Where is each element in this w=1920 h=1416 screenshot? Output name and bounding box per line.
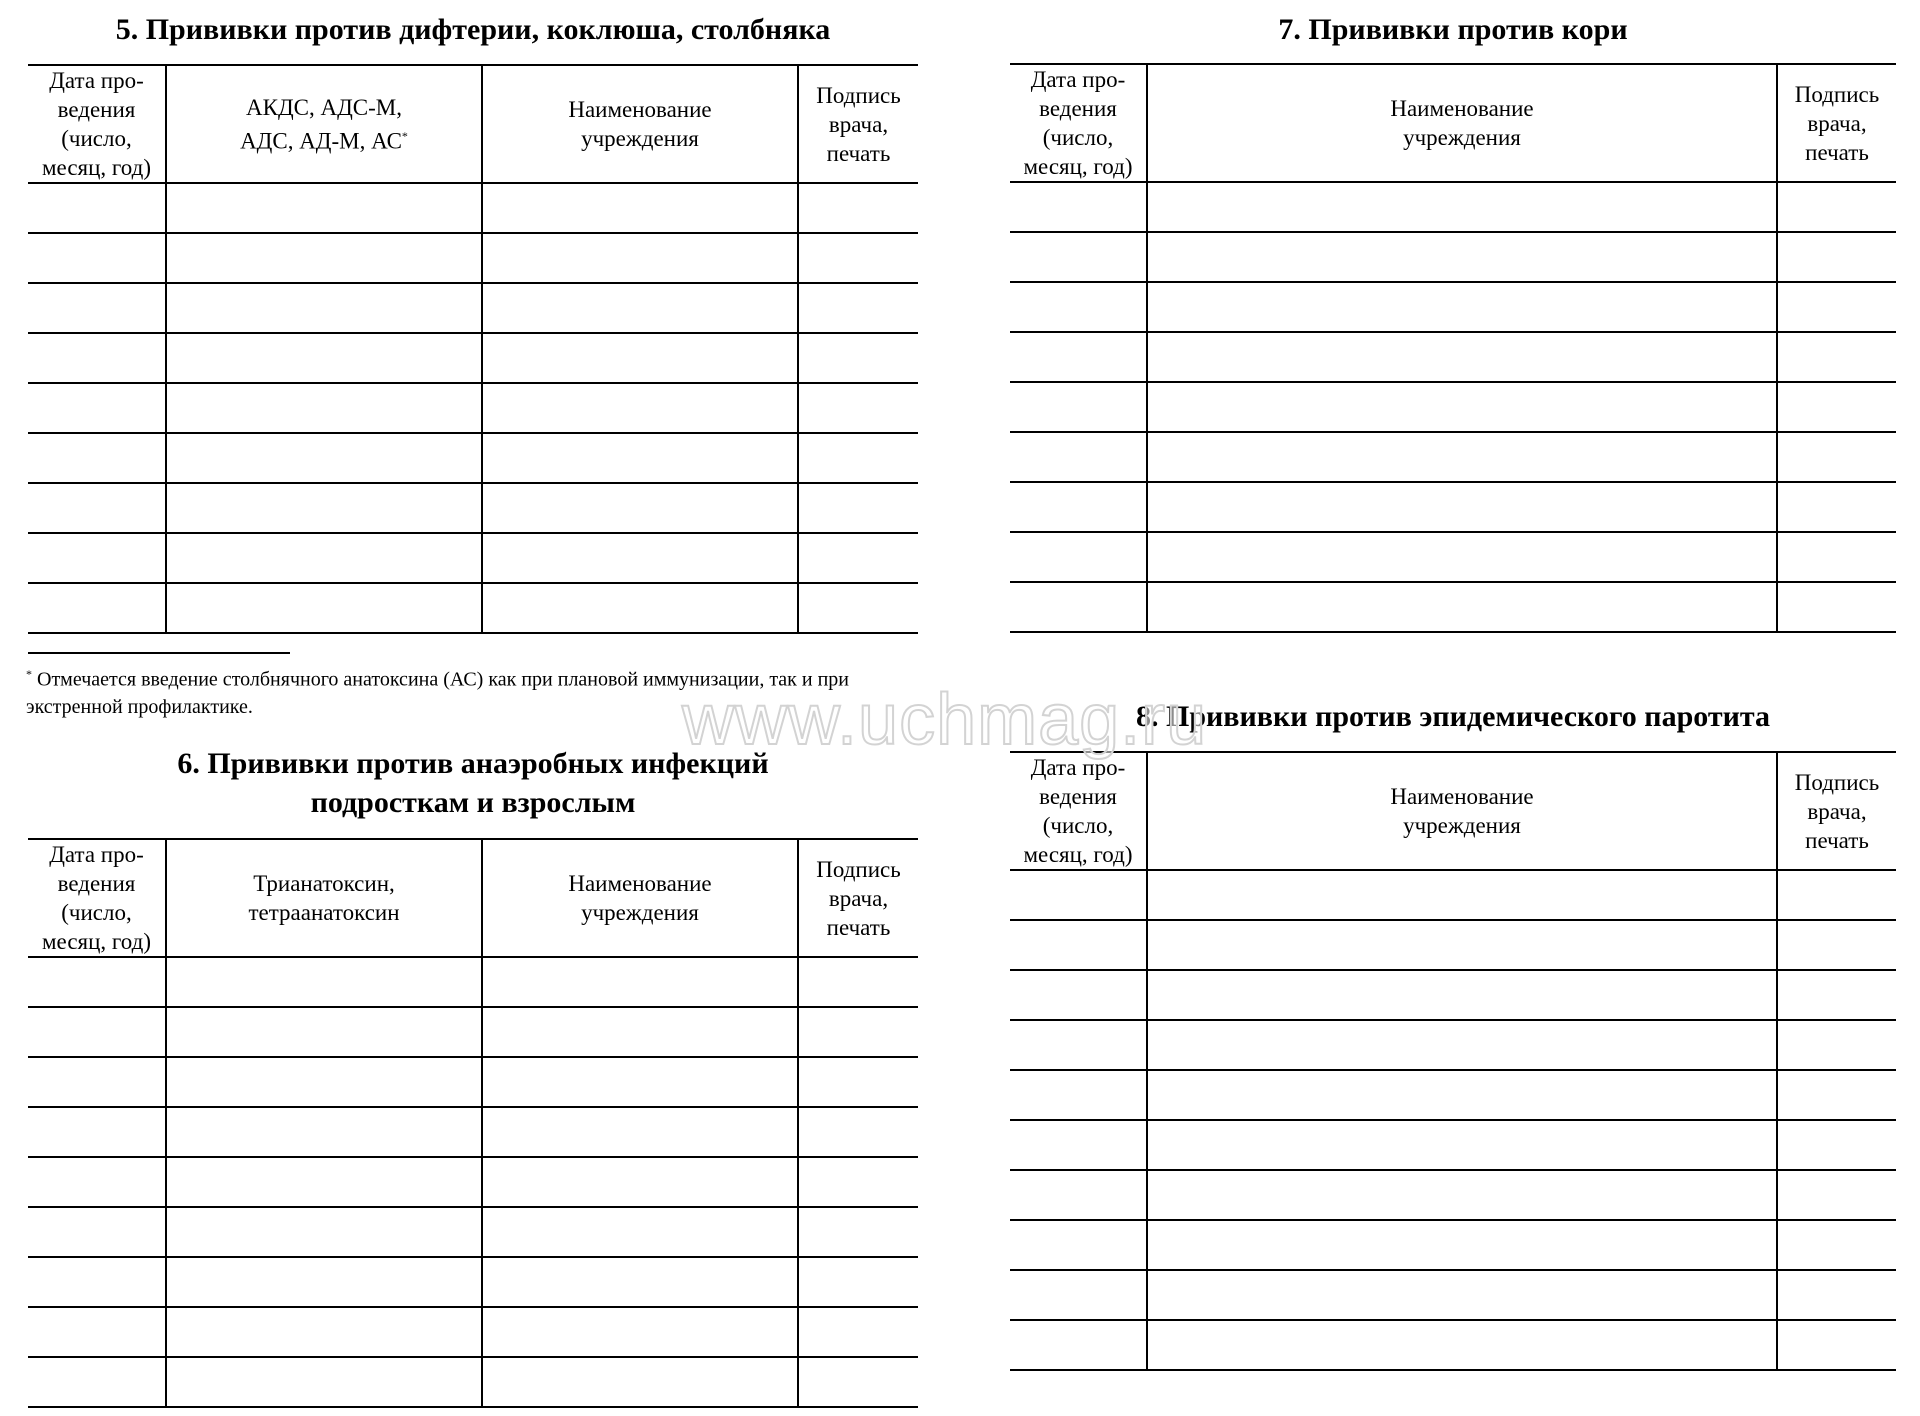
entry-cell[interactable]	[166, 1107, 482, 1157]
table-row	[28, 1207, 918, 1257]
entry-cell[interactable]	[166, 483, 482, 533]
table-row	[1010, 482, 1896, 532]
entry-cell[interactable]	[166, 1057, 482, 1107]
entry-cell[interactable]	[28, 1357, 166, 1407]
entry-cell[interactable]	[1010, 1120, 1147, 1170]
entry-cell[interactable]	[1777, 282, 1896, 332]
entry-cell[interactable]	[482, 1107, 798, 1157]
footnote-divider	[28, 652, 290, 654]
entry-cell[interactable]	[1010, 1320, 1147, 1370]
entry-cell[interactable]	[482, 1207, 798, 1257]
table-row	[28, 283, 918, 333]
entry-cell[interactable]	[166, 183, 482, 233]
section6-table	[28, 838, 918, 1408]
entry-cell[interactable]	[28, 283, 166, 333]
entry-cell[interactable]	[798, 1107, 918, 1157]
table-row	[1010, 182, 1896, 232]
section5-title: 5. Прививки против дифтерии, коклюша, столбняка	[115, 13, 831, 46]
column-header-vaccine: АКДС, АДС-М, АДС, АД-М, АС*	[166, 65, 482, 183]
column-header-date: Дата про- ведения (число, месяц, год)	[28, 65, 166, 183]
column-header-signature: Подпись врача, печать	[1777, 752, 1896, 870]
entry-cell[interactable]	[1777, 432, 1896, 482]
column-header-signature: Подпись врача, печать	[798, 65, 918, 183]
entry-cell[interactable]	[1147, 232, 1777, 282]
table-row	[1010, 332, 1896, 382]
entry-cell[interactable]	[798, 383, 918, 433]
column-header-vaccine: Трианатоксин, тетраанатоксин	[166, 839, 482, 957]
table-row	[1010, 532, 1896, 582]
entry-cell[interactable]	[1777, 582, 1896, 632]
entry-cell[interactable]	[28, 957, 166, 1007]
table-row	[1010, 1320, 1896, 1370]
table-row	[1010, 1170, 1896, 1220]
entry-cell[interactable]	[482, 1257, 798, 1307]
entry-cell[interactable]	[1010, 1070, 1147, 1120]
entry-cell[interactable]	[166, 1307, 482, 1357]
table-row	[28, 1007, 918, 1057]
entry-cell[interactable]	[798, 433, 918, 483]
table-row	[1010, 582, 1896, 632]
entry-cell[interactable]	[1777, 970, 1896, 1020]
column-header-date: Дата про- ведения (число, месяц, год)	[1010, 64, 1147, 182]
column-header-institution: Наименование учреждения	[482, 839, 798, 957]
table-row	[1010, 1220, 1896, 1270]
column-header-institution: Наименование учреждения	[482, 65, 798, 183]
entry-cell[interactable]	[1777, 332, 1896, 382]
column-header-date: Дата про- ведения (число, месяц, год)	[1010, 752, 1147, 870]
entry-cell[interactable]	[1777, 1120, 1896, 1170]
entry-cell[interactable]	[482, 383, 798, 433]
entry-cell[interactable]	[166, 533, 482, 583]
entry-cell[interactable]	[1147, 970, 1777, 1020]
entry-cell[interactable]	[1010, 1270, 1147, 1320]
entry-cell[interactable]	[166, 1007, 482, 1057]
entry-cell[interactable]	[482, 957, 798, 1007]
entry-cell[interactable]	[482, 1057, 798, 1107]
entry-cell[interactable]	[1777, 1170, 1896, 1220]
entry-cell[interactable]	[1777, 1220, 1896, 1270]
entry-cell[interactable]	[1777, 532, 1896, 582]
table-row	[28, 333, 918, 383]
entry-cell[interactable]	[1010, 532, 1147, 582]
entry-cell[interactable]	[166, 957, 482, 1007]
entry-cell[interactable]	[482, 333, 798, 383]
entry-cell[interactable]	[482, 433, 798, 483]
entry-cell[interactable]	[1147, 1320, 1777, 1370]
entry-cell[interactable]	[1147, 1070, 1777, 1120]
table-row	[1010, 382, 1896, 432]
entry-cell[interactable]	[1777, 232, 1896, 282]
entry-cell[interactable]	[1010, 1020, 1147, 1070]
entry-cell[interactable]	[482, 1307, 798, 1357]
entry-cell[interactable]	[482, 283, 798, 333]
entry-cell[interactable]	[798, 483, 918, 533]
table-row	[28, 1107, 918, 1157]
section5-table	[28, 64, 918, 634]
entry-cell[interactable]	[1010, 970, 1147, 1020]
entry-cell[interactable]	[1147, 870, 1777, 920]
entry-cell[interactable]	[1147, 532, 1777, 582]
table-row	[28, 1307, 918, 1357]
entry-cell[interactable]	[1777, 920, 1896, 970]
entry-cell[interactable]	[1777, 1070, 1896, 1120]
entry-cell[interactable]	[1777, 1270, 1896, 1320]
table-row	[28, 1157, 918, 1207]
column-header-signature: Подпись врача, печать	[798, 839, 918, 957]
entry-cell[interactable]	[1010, 482, 1147, 532]
table-row	[1010, 1120, 1896, 1170]
entry-cell[interactable]	[482, 233, 798, 283]
table-row	[1010, 432, 1896, 482]
section6-title	[28, 744, 918, 822]
entry-cell[interactable]	[482, 533, 798, 583]
entry-cell[interactable]	[28, 433, 166, 483]
table-row	[1010, 920, 1896, 970]
entry-cell[interactable]	[798, 233, 918, 283]
entry-cell[interactable]	[1147, 1220, 1777, 1270]
entry-cell[interactable]	[166, 383, 482, 433]
entry-cell[interactable]	[28, 1307, 166, 1357]
entry-cell[interactable]	[798, 1007, 918, 1057]
entry-cell[interactable]	[798, 283, 918, 333]
entry-cell[interactable]	[798, 583, 918, 633]
entry-cell[interactable]	[28, 1207, 166, 1257]
table-row	[1010, 870, 1896, 920]
entry-cell[interactable]	[798, 1257, 918, 1307]
entry-cell[interactable]	[166, 283, 482, 333]
entry-cell[interactable]	[166, 1207, 482, 1257]
entry-cell[interactable]	[28, 1057, 166, 1107]
entry-cell[interactable]	[28, 483, 166, 533]
entry-cell[interactable]	[1010, 582, 1147, 632]
entry-cell[interactable]	[1777, 182, 1896, 232]
entry-cell[interactable]	[798, 1207, 918, 1257]
entry-cell[interactable]	[1010, 382, 1147, 432]
entry-cell[interactable]	[1147, 482, 1777, 532]
footnote-marker: *	[26, 667, 32, 681]
table-row	[28, 383, 918, 433]
entry-cell[interactable]	[798, 1307, 918, 1357]
table-row	[28, 1257, 918, 1307]
entry-cell[interactable]	[1010, 1170, 1147, 1220]
entry-cell[interactable]	[1147, 582, 1777, 632]
entry-cell[interactable]	[1147, 332, 1777, 382]
entry-cell[interactable]	[1010, 332, 1147, 382]
entry-cell[interactable]	[1010, 232, 1147, 282]
footnote-marker: *	[401, 128, 408, 143]
table-row	[28, 433, 918, 483]
table-row	[28, 583, 918, 633]
entry-cell[interactable]	[482, 583, 798, 633]
entry-cell[interactable]	[166, 583, 482, 633]
entry-cell[interactable]	[482, 483, 798, 533]
entry-cell[interactable]	[166, 233, 482, 283]
entry-cell[interactable]	[166, 1157, 482, 1207]
table-row	[1010, 970, 1896, 1020]
entry-cell[interactable]	[1147, 282, 1777, 332]
entry-cell[interactable]	[482, 183, 798, 233]
entry-cell[interactable]	[798, 533, 918, 583]
table-row	[28, 183, 918, 233]
table-row	[1010, 1020, 1896, 1070]
entry-cell[interactable]	[166, 433, 482, 483]
table-row	[1010, 232, 1896, 282]
entry-cell[interactable]	[1147, 432, 1777, 482]
entry-cell[interactable]	[1010, 870, 1147, 920]
entry-cell[interactable]	[1147, 1170, 1777, 1220]
entry-cell[interactable]	[1147, 1270, 1777, 1320]
section7-title: 7. Прививки против кори	[1278, 13, 1628, 46]
entry-cell[interactable]	[1147, 1020, 1777, 1070]
entry-cell[interactable]	[166, 1357, 482, 1407]
entry-cell[interactable]	[28, 333, 166, 383]
entry-cell[interactable]	[1147, 920, 1777, 970]
table-row	[28, 957, 918, 1007]
entry-cell[interactable]	[482, 1007, 798, 1057]
entry-cell[interactable]	[1147, 1120, 1777, 1170]
table-row	[28, 233, 918, 283]
entry-cell[interactable]	[1010, 1220, 1147, 1270]
section7-table	[1010, 63, 1896, 633]
section6-title-line2: подросткам и взрослым	[310, 786, 636, 819]
entry-cell[interactable]	[1777, 870, 1896, 920]
entry-cell[interactable]	[482, 1357, 798, 1407]
entry-cell[interactable]	[1777, 1320, 1896, 1370]
entry-cell[interactable]	[1777, 482, 1896, 532]
column-header-signature: Подпись врача, печать	[1777, 64, 1896, 182]
entry-cell[interactable]	[28, 1257, 166, 1307]
entry-cell[interactable]	[798, 1357, 918, 1407]
table-row	[1010, 282, 1896, 332]
entry-cell[interactable]	[482, 1157, 798, 1207]
entry-cell[interactable]	[28, 383, 166, 433]
entry-cell[interactable]	[1010, 182, 1147, 232]
column-header-date: Дата про- ведения (число, месяц, год)	[28, 839, 166, 957]
table-row	[28, 1057, 918, 1107]
entry-cell[interactable]	[1010, 432, 1147, 482]
entry-cell[interactable]	[1777, 1020, 1896, 1070]
entry-cell[interactable]	[166, 1257, 482, 1307]
entry-cell[interactable]	[798, 183, 918, 233]
section6-title-line1: 6. Прививки против анаэробных инфекций	[177, 747, 769, 780]
entry-cell[interactable]	[798, 957, 918, 1007]
entry-cell[interactable]	[1777, 382, 1896, 432]
column-header-institution: Наименование учреждения	[1147, 64, 1777, 182]
entry-cell[interactable]	[28, 233, 166, 283]
entry-cell[interactable]	[28, 1157, 166, 1207]
table-row	[1010, 1270, 1896, 1320]
section8-table	[1010, 751, 1896, 1371]
table-row	[1010, 1070, 1896, 1120]
entry-cell[interactable]	[1010, 920, 1147, 970]
entry-cell[interactable]	[1147, 382, 1777, 432]
section8-title: 8. Прививки против эпидемического паротита	[1136, 700, 1770, 733]
table-row	[28, 483, 918, 533]
entry-cell[interactable]	[28, 533, 166, 583]
entry-cell[interactable]	[1010, 282, 1147, 332]
entry-cell[interactable]	[28, 183, 166, 233]
entry-cell[interactable]	[28, 1007, 166, 1057]
table-row	[28, 533, 918, 583]
entry-cell[interactable]	[798, 1157, 918, 1207]
watermark: www.uchmag.ru	[682, 680, 1208, 760]
entry-cell[interactable]	[798, 1057, 918, 1107]
footnote-text: * Отмечается введение столбнячного анатоксина (АС) как при плановой иммунизации, так и при экстренной профилактике.	[26, 667, 850, 718]
entry-cell[interactable]	[28, 583, 166, 633]
entry-cell[interactable]	[28, 1107, 166, 1157]
entry-cell[interactable]	[166, 333, 482, 383]
table-row	[28, 1357, 918, 1407]
entry-cell[interactable]	[1147, 182, 1777, 232]
entry-cell[interactable]	[798, 333, 918, 383]
column-header-institution: Наименование учреждения	[1147, 752, 1777, 870]
